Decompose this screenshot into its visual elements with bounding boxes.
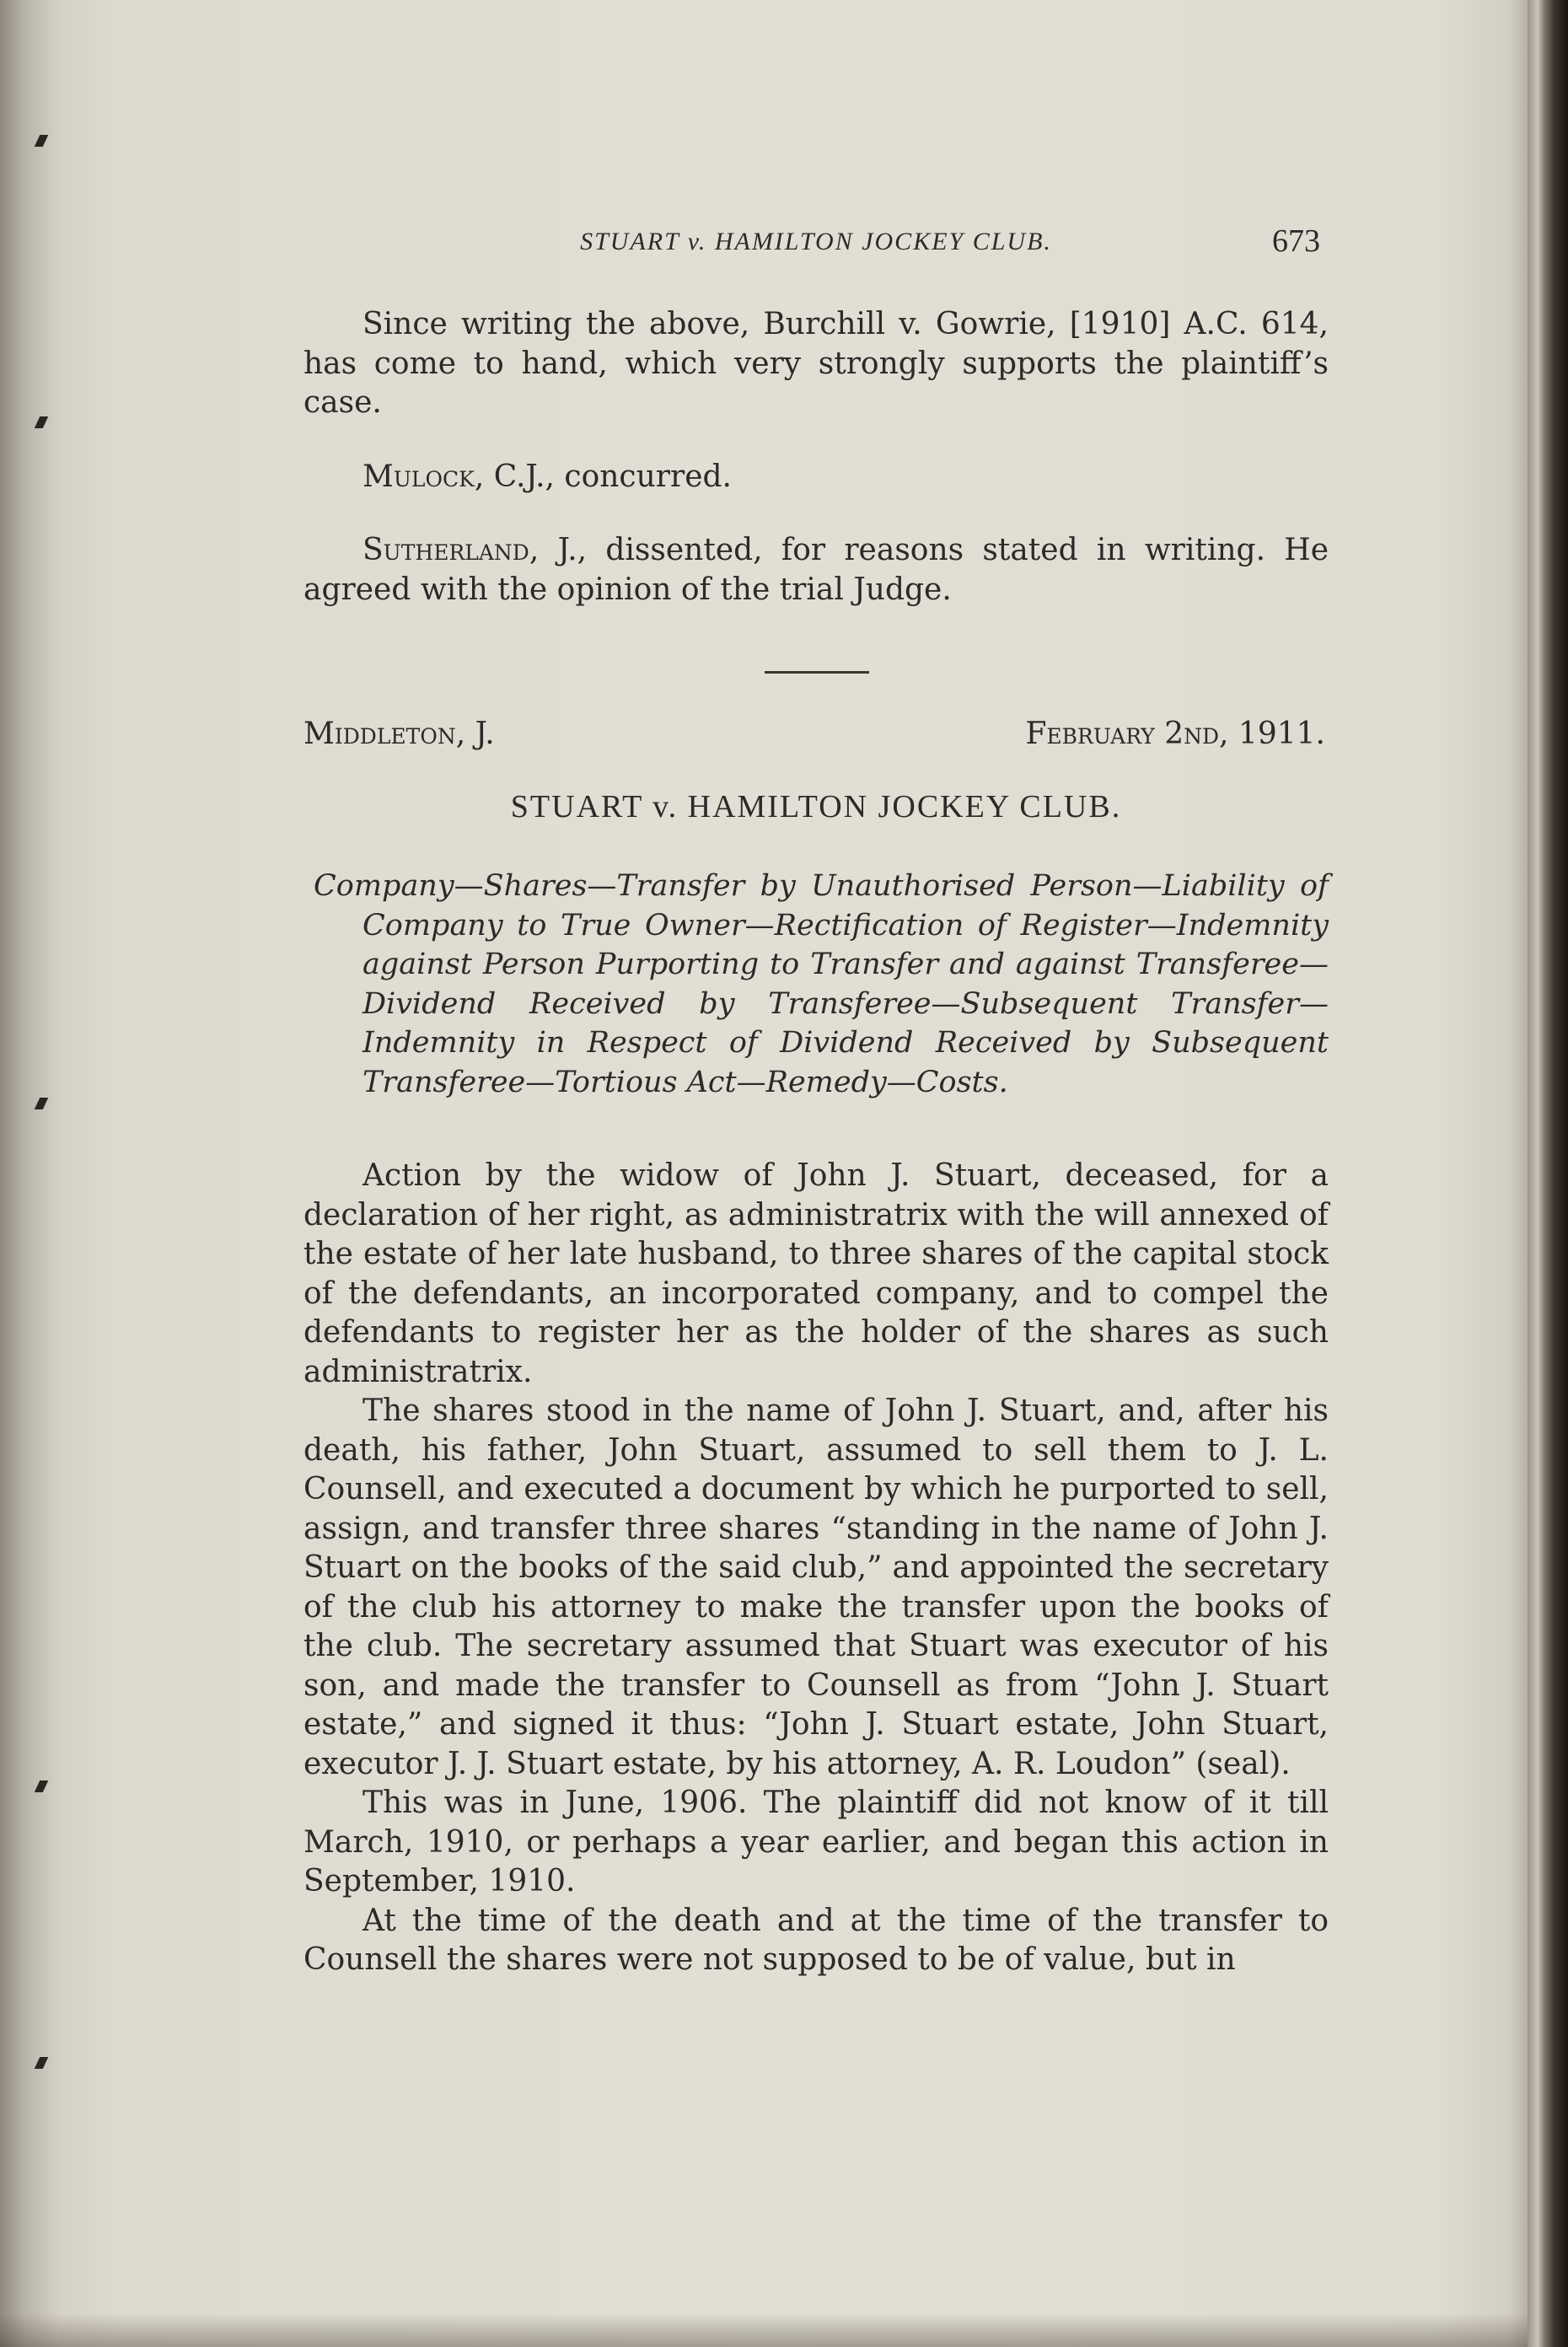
sutherland-text: , J., dissented, for reasons stated in writing. He agreed with the opinion of the trial Judge. bbox=[303, 533, 1329, 607]
running-title: STUART v. HAMILTON JOCKEY CLUB. bbox=[580, 228, 1052, 255]
section-divider bbox=[765, 671, 869, 674]
sutherland-dissent bbox=[303, 531, 1329, 610]
body-paragraph: The shares stood in the name of John J. Stuart, and, after his death, his father, John Stuart, assumed to sell them to J. L. Counsell, and executed a document by which he purported to sell, assign, and transfer three shares “standing in the name of John J. Stuart on the books of the said club,” and appointed the secretary of the club his attorney to make the transfer upon the books of the club. The secretary assumed that Stuart was executor of his son, and made the transfer to Counsell as from “John J. Stuart estate,” and signed it thus: “John J. Stuart estate, John Stuart, executor J. J. Stuart estate, by his attorney, A. R. Loudon” (seal). bbox=[303, 1394, 1329, 1781]
case-title: STUART v. HAMILTON JOCKEY CLUB. bbox=[510, 789, 1122, 824]
case-headnote: Company—Shares—Transfer by Unauthorised Person—Liability of Company to True Owner—Rectification of Register—Indemnity against Person Purporting to Transfer and against Transferee—Dividend Received by Transferee—Subsequent Transfer—Indemnity in Respect of Dividend Received by Subsequent Transferee—Tortious Act—Remedy—Costs. bbox=[314, 869, 1329, 1099]
mulock-text: , C.J., concurred. bbox=[474, 459, 732, 494]
margin-mark bbox=[35, 1780, 49, 1792]
margin-mark bbox=[35, 2057, 49, 2069]
book-edge bbox=[1528, 0, 1568, 2347]
page-bottom-shadow bbox=[0, 2313, 1528, 2347]
mulock-concurrence bbox=[303, 458, 1329, 497]
judge-name-mulock: Mulock bbox=[362, 459, 475, 494]
page-header bbox=[303, 221, 1329, 268]
case-judge: Middleton, J. bbox=[303, 717, 495, 751]
case-judge-date-line bbox=[303, 717, 1329, 755]
previous-case-text bbox=[303, 305, 1329, 610]
margin-mark bbox=[35, 135, 49, 147]
closing-paragraph: Since writing the above, Burchill v. Gowrie, [1910] A.C. 614, has come to hand, which very strongly supports the plaintiff’s case. bbox=[303, 307, 1329, 420]
case-date: February 2nd, 1911. bbox=[1025, 717, 1325, 751]
body-paragraph: This was in June, 1906. The plaintiff did not know of it till March, 1910, or perhaps a year earlier, and began this action in September, 1910. bbox=[303, 1786, 1329, 1899]
page-number: 673 bbox=[1272, 223, 1320, 259]
judge-name-sutherland: Sutherland bbox=[362, 533, 529, 567]
case-body bbox=[303, 1157, 1329, 1980]
margin-mark bbox=[35, 1098, 49, 1109]
margin-mark bbox=[35, 416, 49, 428]
body-paragraph: At the time of the death and at the time of the transfer to Counsell the shares were not supposed to be of value, but in bbox=[303, 1903, 1329, 1977]
body-paragraph: Action by the widow of John J. Stuart, deceased, for a declaration of her right, as administratrix with the will annexed of the estate of her late husband, to three shares of the capital stock of the defendants, an incorporated company, and to compel the defendants to register her as the holder of the shares as such administratrix. bbox=[303, 1158, 1329, 1389]
